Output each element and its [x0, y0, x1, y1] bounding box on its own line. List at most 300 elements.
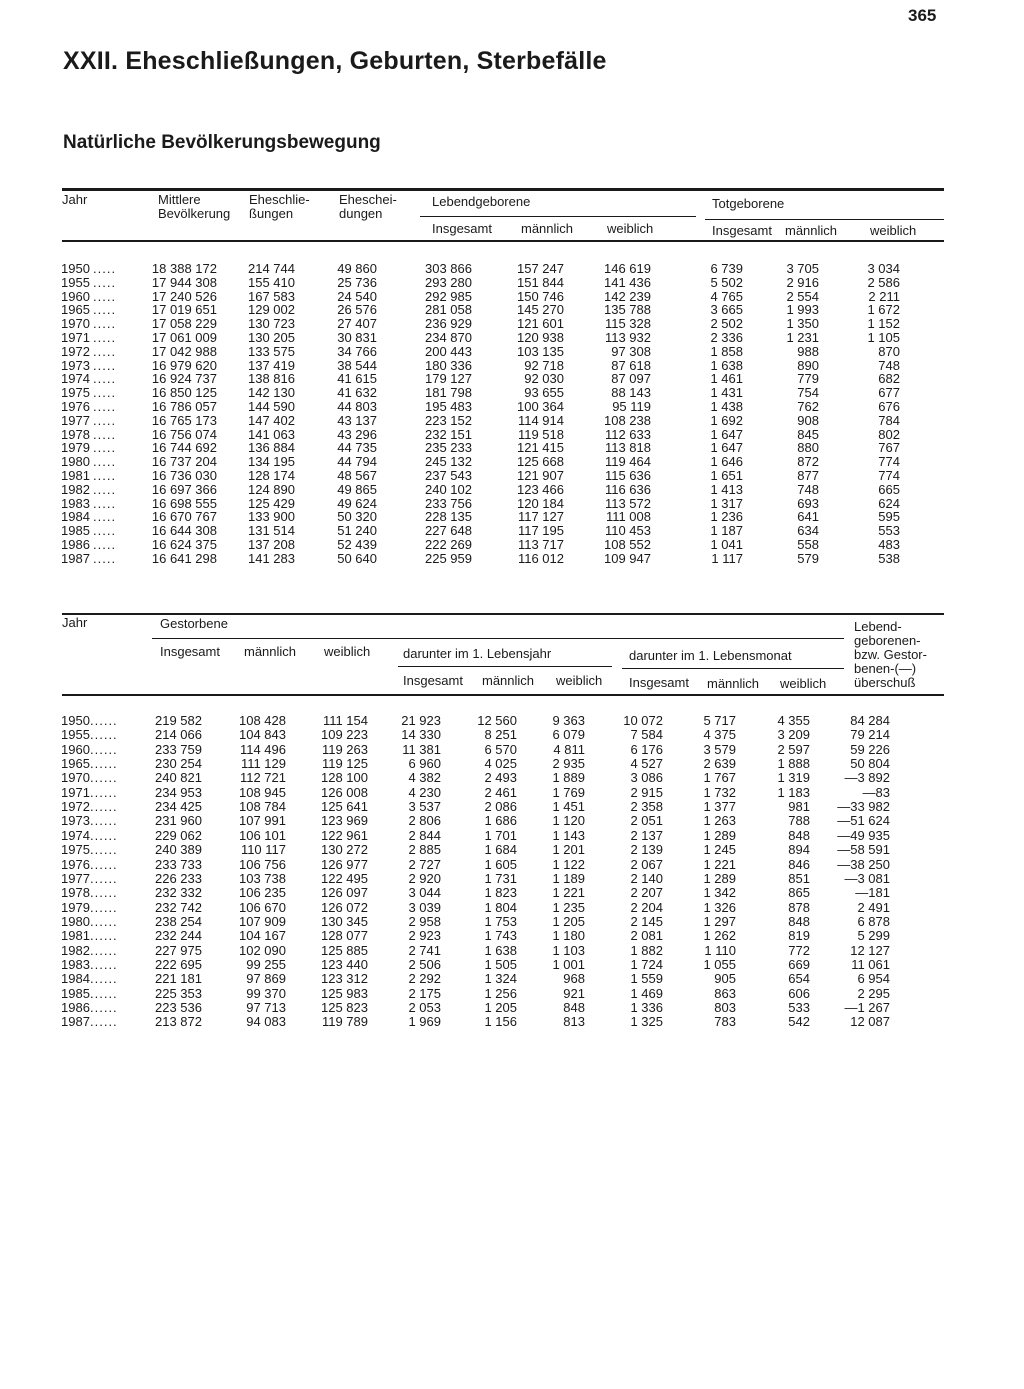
eheschliessungen-cell: 141 283	[248, 550, 295, 566]
lebend-weiblich-cell: 111 008	[605, 509, 651, 525]
year-cell: 1986	[61, 1000, 90, 1015]
lebensmonat-maennlich-cell: 3 579	[703, 741, 736, 757]
table-row	[0, 972, 1024, 986]
lebend-maennlich-cell: 121 415	[517, 440, 564, 456]
gestorbene-insgesamt-cell: 214 066	[155, 727, 202, 743]
lebend-weiblich-cell: 109 947	[604, 550, 651, 566]
lebensjahr-insgesamt-cell: 1 969	[408, 1014, 441, 1030]
chapter-title: XXII. Eheschließungen, Geburten, Sterbefälle	[63, 47, 607, 75]
eheschliessungen-cell: 131 514	[248, 523, 295, 539]
lebend-maennlich-cell: 116 012	[517, 550, 564, 566]
table-row	[0, 552, 1024, 566]
year-cell: 1983	[61, 956, 90, 972]
gestorbene-insgesamt-cell: 232 742	[155, 899, 202, 915]
lebensjahr-insgesamt-cell: 2 292	[408, 971, 441, 987]
section-title: Natürliche Bevölkerungsbewegung	[63, 132, 381, 153]
lebend-weiblich-cell: 113 932	[604, 330, 651, 345]
lebensmonat-maennlich-cell: 1 110	[704, 942, 736, 958]
tot-insgesamt-cell: 1 638	[710, 357, 743, 373]
bevoelkerung-cell: 16 644 308	[151, 523, 217, 539]
gestorbene-weiblich-cell: 111 154	[322, 713, 368, 728]
table-row	[0, 276, 1024, 290]
table1-header-totgeborene: Totgeborene	[712, 196, 785, 211]
lebensmonat-weiblich-cell: 851	[788, 870, 810, 886]
tot-insgesamt-cell: 1 646	[710, 454, 743, 470]
eheschliessungen-cell: 125 429	[248, 495, 295, 511]
lebend-weiblich-cell: 87 618	[611, 357, 651, 373]
lebensmonat-weiblich-cell: 4 355	[777, 713, 810, 728]
lebensmonat-weiblich-cell: 894	[788, 842, 810, 858]
ueberschuss-cell: 84 284	[850, 713, 890, 728]
year-cell: 1975	[61, 385, 90, 401]
lebensmonat-weiblich-cell: 1 183	[777, 784, 810, 800]
leader-dots: .....	[93, 550, 117, 566]
lebensmonat-maennlich-cell: 1 055	[703, 956, 736, 972]
lebensjahr-maennlich-cell: 1 731	[484, 870, 517, 886]
lebensjahr-maennlich-cell: 1 701	[484, 827, 517, 843]
year-cell: 1965	[61, 302, 90, 318]
leader-dots: ......	[90, 827, 118, 843]
leader-dots: .....	[93, 495, 117, 511]
year-cell: 1984	[61, 971, 90, 987]
gestorbene-weiblich-cell: 119 789	[321, 1014, 368, 1030]
lebensmonat-weiblich-cell: 669	[788, 956, 810, 972]
table1-header-rule	[62, 240, 944, 242]
gestorbene-insgesamt-cell: 219 582	[155, 713, 202, 728]
year-cell: 1974	[61, 827, 90, 843]
leader-dots: .....	[93, 509, 117, 525]
lebensjahr-weiblich-cell: 1 205	[552, 913, 585, 929]
lebend-insgesamt-cell: 236 929	[425, 316, 472, 332]
gestorbene-maennlich-cell: 106 235	[239, 885, 286, 901]
lebensmonat-maennlich-cell: 1 263	[703, 813, 736, 829]
lebensjahr-weiblich-cell: 921	[563, 985, 585, 1001]
lebensjahr-maennlich-cell: 1 638	[484, 942, 517, 958]
lebensmonat-maennlich-cell: 1 297	[703, 913, 736, 929]
lebend-insgesamt-cell: 223 152	[425, 412, 472, 428]
tot-weiblich-cell: 802	[878, 426, 900, 442]
lebensjahr-weiblich-cell: 1 221	[552, 885, 585, 901]
lebend-weiblich-cell: 108 238	[604, 412, 651, 428]
ueberschuss-cell: 2 491	[857, 899, 890, 915]
lebensmonat-insgesamt-cell: 2 067	[630, 856, 663, 872]
lebend-maennlich-cell: 114 914	[517, 412, 564, 428]
lebend-weiblich-cell: 115 328	[604, 316, 651, 332]
lebensjahr-weiblich-cell: 1 143	[552, 827, 585, 843]
lebensjahr-maennlich-cell: 1 823	[484, 885, 517, 901]
gestorbene-maennlich-cell: 104 167	[239, 928, 286, 944]
lebensmonat-insgesamt-cell: 2 051	[630, 813, 663, 829]
lebend-weiblich-cell: 119 464	[604, 454, 651, 470]
lebend-insgesamt-cell: 232 151	[425, 426, 472, 442]
gestorbene-insgesamt-cell: 231 960	[155, 813, 202, 829]
lebend-weiblich-cell: 116 636	[604, 481, 651, 497]
leader-dots: .....	[93, 454, 117, 470]
eheschliessungen-cell: 124 890	[248, 481, 295, 497]
lebensmonat-insgesamt-cell: 10 072	[623, 713, 663, 728]
leader-dots: ......	[90, 913, 118, 929]
table-row	[0, 743, 1024, 757]
ueberschuss-cell: 59 226	[850, 741, 890, 757]
lebend-insgesamt-cell: 281 058	[425, 302, 472, 318]
lebend-insgesamt-cell: 222 269	[425, 537, 472, 552]
table1-rule-tot	[705, 219, 944, 220]
eheschliessungen-cell: 130 205	[248, 330, 295, 345]
gestorbene-weiblich-cell: 123 969	[321, 813, 368, 829]
lebensmonat-insgesamt-cell: 2 358	[630, 799, 663, 815]
ueberschuss-cell: —181	[855, 885, 890, 901]
table-row	[0, 843, 1024, 857]
tot-insgesamt-cell: 1 431	[710, 385, 743, 401]
gestorbene-maennlich-cell: 97 713	[246, 1000, 286, 1015]
lebensjahr-weiblich-cell: 1 001	[552, 956, 585, 972]
bevoelkerung-cell: 17 944 308	[151, 274, 217, 290]
leader-dots: .....	[93, 412, 117, 428]
lebensjahr-maennlich-cell: 2 086	[484, 799, 517, 815]
lebensmonat-insgesamt-cell: 3 086	[630, 770, 663, 786]
gestorbene-maennlich-cell: 114 496	[239, 741, 286, 757]
lebensjahr-maennlich-cell: 1 505	[484, 956, 517, 972]
lebensjahr-weiblich-cell: 1 235	[552, 899, 585, 915]
gestorbene-maennlich-cell: 106 756	[239, 856, 286, 872]
gestorbene-weiblich-cell: 130 272	[321, 842, 368, 858]
tot-weiblich-cell: 1 152	[867, 316, 900, 332]
year-cell: 1974	[61, 371, 90, 387]
lebend-maennlich-cell: 120 184	[517, 495, 564, 511]
leader-dots: ......	[90, 770, 118, 786]
lebensjahr-maennlich-cell: 4 025	[484, 756, 517, 772]
year-cell: 1965	[61, 756, 90, 772]
lebensmonat-weiblich-cell: 981	[788, 799, 810, 815]
lebensmonat-weiblich-cell: 846	[788, 856, 810, 872]
bevoelkerung-cell: 16 624 375	[151, 537, 217, 552]
bevoelkerung-cell: 16 641 298	[151, 550, 217, 566]
tot-maennlich-cell: 693	[797, 495, 819, 511]
leader-dots: ......	[90, 784, 118, 800]
lebend-maennlich-cell: 100 364	[517, 399, 564, 414]
ehescheidungen-cell: 44 803	[337, 399, 377, 414]
lebensmonat-insgesamt-cell: 1 336	[630, 1000, 663, 1015]
tot-maennlich-cell: 2 916	[786, 274, 819, 290]
tot-maennlich-cell: 845	[797, 426, 819, 442]
table1-header-ehescheidungen: Eheschei- dungen	[339, 192, 397, 221]
lebend-weiblich-cell: 146 619	[604, 261, 651, 276]
bevoelkerung-cell: 16 744 692	[151, 440, 217, 456]
lebensmonat-maennlich-cell: 783	[714, 1014, 736, 1030]
lebend-maennlich-cell: 145 270	[517, 302, 564, 318]
ehescheidungen-cell: 41 615	[337, 371, 377, 387]
tot-insgesamt-cell: 1 438	[710, 399, 743, 414]
lebend-weiblich-cell: 135 788	[604, 302, 651, 318]
lebend-maennlich-cell: 150 746	[517, 288, 564, 304]
tot-maennlich-cell: 641	[797, 509, 819, 525]
ueberschuss-cell: —51 624	[837, 813, 890, 829]
table2-header-jahr-maennlich: männlich	[482, 673, 535, 688]
gestorbene-weiblich-cell: 119 125	[321, 756, 368, 772]
gestorbene-maennlich-cell: 107 991	[239, 813, 286, 829]
tot-weiblich-cell: 665	[878, 481, 900, 497]
table2-header-monat-maennlich: männlich	[707, 676, 760, 691]
lebend-insgesamt-cell: 180 336	[425, 357, 472, 373]
lebend-insgesamt-cell: 240 102	[425, 481, 472, 497]
leader-dots: .....	[93, 426, 117, 442]
ehescheidungen-cell: 49 860	[337, 261, 377, 276]
lebensmonat-maennlich-cell: 1 377	[703, 799, 736, 815]
eheschliessungen-cell: 128 174	[248, 468, 295, 483]
lebensmonat-maennlich-cell: 1 245	[703, 842, 736, 858]
year-cell: 1982	[61, 942, 90, 958]
lebensjahr-weiblich-cell: 1 180	[552, 928, 585, 944]
bevoelkerung-cell: 17 058 229	[151, 316, 217, 332]
ehescheidungen-cell: 51 240	[337, 523, 377, 539]
tot-insgesamt-cell: 1 647	[710, 440, 743, 456]
lebensjahr-maennlich-cell: 1 684	[484, 842, 517, 858]
lebensmonat-weiblich-cell: 1 888	[777, 756, 810, 772]
tot-maennlich-cell: 558	[797, 537, 819, 552]
eheschliessungen-cell: 138 816	[248, 371, 295, 387]
lebend-insgesamt-cell: 292 985	[425, 288, 472, 304]
tot-weiblich-cell: 3 034	[867, 261, 900, 276]
year-cell: 1975	[61, 842, 90, 858]
lebensjahr-insgesamt-cell: 2 175	[408, 985, 441, 1001]
table-row	[0, 345, 1024, 359]
lebensjahr-insgesamt-cell: 4 382	[408, 770, 441, 786]
tot-weiblich-cell: 748	[878, 357, 900, 373]
gestorbene-weiblich-cell: 109 223	[321, 727, 368, 743]
ehescheidungen-cell: 38 544	[337, 357, 377, 373]
year-cell: 1971	[61, 330, 90, 345]
tot-insgesamt-cell: 4 765	[710, 288, 743, 304]
eheschliessungen-cell: 133 900	[248, 509, 295, 525]
table1-header-jahr: Jahr	[62, 192, 88, 207]
lebensmonat-maennlich-cell: 2 639	[703, 756, 736, 772]
year-cell: 1971	[61, 784, 90, 800]
lebensmonat-weiblich-cell: 1 319	[777, 770, 810, 786]
lebensmonat-maennlich-cell: 863	[714, 985, 736, 1001]
gestorbene-insgesamt-cell: 234 425	[155, 799, 202, 815]
lebensmonat-insgesamt-cell: 1 469	[630, 985, 663, 1001]
eheschliessungen-cell: 130 723	[248, 316, 295, 332]
lebensmonat-weiblich-cell: 606	[788, 985, 810, 1001]
lebensjahr-weiblich-cell: 9 363	[552, 713, 585, 728]
gestorbene-insgesamt-cell: 229 062	[155, 827, 202, 843]
lebensmonat-maennlich-cell: 1 221	[703, 856, 736, 872]
table-row	[0, 483, 1024, 497]
table2-header-monat-weiblich: weiblich	[780, 676, 827, 691]
gestorbene-maennlich-cell: 106 101	[239, 827, 286, 843]
lebend-weiblich-cell: 95 119	[612, 399, 651, 414]
lebensjahr-maennlich-cell: 1 156	[484, 1014, 517, 1030]
leader-dots: .....	[93, 537, 117, 552]
eheschliessungen-cell: 155 410	[248, 274, 295, 290]
lebend-maennlich-cell: 120 938	[517, 330, 564, 345]
tot-weiblich-cell: 2 586	[867, 274, 900, 290]
lebend-maennlich-cell: 125 668	[517, 454, 564, 470]
tot-maennlich-cell: 754	[797, 385, 819, 401]
year-cell: 1976	[61, 399, 90, 414]
tot-maennlich-cell: 872	[797, 454, 819, 470]
tot-maennlich-cell: 779	[797, 371, 819, 387]
table-row	[0, 786, 1024, 800]
gestorbene-weiblich-cell: 126 072	[321, 899, 368, 915]
tot-maennlich-cell: 634	[797, 523, 819, 539]
leader-dots: .....	[93, 288, 117, 304]
lebensmonat-maennlich-cell: 5 717	[703, 713, 736, 728]
ueberschuss-cell: 2 295	[857, 985, 890, 1001]
bevoelkerung-cell: 16 698 555	[151, 495, 217, 511]
gestorbene-maennlich-cell: 99 370	[246, 985, 286, 1001]
table-row	[0, 262, 1024, 276]
lebend-maennlich-cell: 103 135	[517, 343, 564, 359]
gestorbene-insgesamt-cell: 232 332	[155, 885, 202, 901]
tot-insgesamt-cell: 1 858	[710, 343, 743, 359]
gestorbene-insgesamt-cell: 225 353	[155, 985, 202, 1001]
lebensmonat-insgesamt-cell: 2 204	[630, 899, 663, 915]
ehescheidungen-cell: 30 831	[337, 330, 377, 345]
tot-weiblich-cell: 595	[878, 509, 900, 525]
lebensmonat-maennlich-cell: 1 342	[703, 885, 736, 901]
lebensmonat-weiblich-cell: 2 597	[777, 741, 810, 757]
tot-weiblich-cell: 870	[878, 343, 900, 359]
gestorbene-insgesamt-cell: 227 975	[155, 942, 202, 958]
bevoelkerung-cell: 16 697 366	[151, 481, 217, 497]
ehescheidungen-cell: 43 137	[337, 412, 377, 428]
lebensjahr-maennlich-cell: 1 753	[484, 913, 517, 929]
gestorbene-weiblich-cell: 126 977	[321, 856, 368, 872]
year-cell: 1950	[61, 713, 90, 728]
table-row	[0, 958, 1024, 972]
table2-header-gestorbene: Gestorbene	[160, 616, 228, 631]
leader-dots: .....	[93, 468, 117, 483]
table-row	[0, 771, 1024, 785]
year-cell: 1984	[61, 509, 90, 525]
lebensjahr-weiblich-cell: 2 935	[552, 756, 585, 772]
year-cell: 1977	[61, 412, 90, 428]
bevoelkerung-cell: 16 924 737	[151, 371, 217, 387]
lebensmonat-weiblich-cell: 772	[788, 942, 810, 958]
lebensjahr-weiblich-cell: 1 451	[552, 799, 585, 815]
lebend-insgesamt-cell: 237 543	[425, 468, 472, 483]
ehescheidungen-cell: 26 576	[337, 302, 377, 318]
gestorbene-weiblich-cell: 125 823	[321, 1000, 368, 1015]
table-row	[0, 944, 1024, 958]
tot-insgesamt-cell: 1 461	[710, 371, 743, 387]
lebensjahr-insgesamt-cell: 2 920	[408, 870, 441, 886]
lebensjahr-insgesamt-cell: 2 923	[408, 928, 441, 944]
lebensjahr-maennlich-cell: 8 251	[484, 727, 517, 743]
ueberschuss-cell: —33 982	[837, 799, 890, 815]
table-row	[0, 414, 1024, 428]
lebensjahr-maennlich-cell: 1 804	[484, 899, 517, 915]
leader-dots: ......	[90, 1014, 118, 1030]
gestorbene-weiblich-cell: 128 077	[321, 928, 368, 944]
lebend-insgesamt-cell: 179 127	[425, 371, 472, 387]
lebensjahr-maennlich-cell: 1 743	[484, 928, 517, 944]
lebensmonat-maennlich-cell: 803	[714, 1000, 736, 1015]
lebend-insgesamt-cell: 235 233	[425, 440, 472, 456]
lebensjahr-weiblich-cell: 968	[563, 971, 585, 987]
table-row	[0, 1015, 1024, 1029]
gestorbene-insgesamt-cell: 230 254	[155, 756, 202, 772]
eheschliessungen-cell: 137 208	[248, 537, 295, 552]
tot-insgesamt-cell: 1 041	[710, 537, 743, 552]
lebensjahr-insgesamt-cell: 2 806	[408, 813, 441, 829]
year-cell: 1987	[61, 1014, 90, 1030]
tot-insgesamt-cell: 1 692	[710, 412, 743, 428]
table-row	[0, 858, 1024, 872]
lebend-weiblich-cell: 115 636	[604, 468, 651, 483]
ueberschuss-cell: —83	[862, 784, 890, 800]
lebend-insgesamt-cell: 233 756	[425, 495, 472, 511]
tot-insgesamt-cell: 1 236	[710, 509, 743, 525]
lebend-insgesamt-cell: 227 648	[425, 523, 472, 539]
lebensjahr-weiblich-cell: 1 122	[552, 856, 585, 872]
lebend-insgesamt-cell: 228 135	[425, 509, 472, 525]
lebensmonat-insgesamt-cell: 7 584	[630, 727, 663, 743]
table2-header-monat-insgesamt: Insgesamt	[629, 675, 689, 690]
table1-header-lebendgeborene: Lebendgeborene	[432, 194, 531, 209]
gestorbene-weiblich-cell: 130 345	[321, 913, 368, 929]
leader-dots: ......	[90, 870, 118, 886]
lebensjahr-weiblich-cell: 6 079	[552, 727, 585, 743]
lebensjahr-weiblich-cell: 848	[563, 1000, 585, 1015]
year-cell: 1973	[61, 813, 90, 829]
lebensmonat-weiblich-cell: 542	[788, 1014, 810, 1030]
lebensmonat-insgesamt-cell: 2 081	[630, 928, 663, 944]
table2-header-ueberschuss: Lebend- geborenen- bzw. Gestor- benen-(—) überschuß	[854, 619, 927, 690]
tot-maennlich-cell: 579	[797, 550, 819, 566]
gestorbene-insgesamt-cell: 213 872	[155, 1014, 202, 1030]
ehescheidungen-cell: 34 766	[337, 343, 377, 359]
table2-rule-lebensmonat	[622, 668, 844, 669]
eheschliessungen-cell: 214 744	[248, 261, 295, 276]
lebend-weiblich-cell: 110 453	[604, 523, 651, 539]
lebensjahr-weiblich-cell: 1 889	[552, 770, 585, 786]
tot-insgesamt-cell: 2 336	[710, 330, 743, 345]
lebend-insgesamt-cell: 234 870	[425, 330, 472, 345]
table2-top-rule	[62, 613, 944, 615]
table2-header-lebensmonat: darunter im 1. Lebensmonat	[629, 648, 792, 663]
lebensmonat-weiblich-cell: 3 209	[777, 727, 810, 743]
lebensjahr-weiblich-cell: 813	[563, 1014, 585, 1030]
lebend-maennlich-cell: 121 601	[517, 316, 564, 332]
bevoelkerung-cell: 16 756 074	[151, 426, 217, 442]
table2-header-jahr-insgesamt: Insgesamt	[403, 673, 463, 688]
tot-weiblich-cell: 774	[878, 468, 900, 483]
lebensjahr-insgesamt-cell: 2 844	[408, 827, 441, 843]
eheschliessungen-cell: 134 195	[248, 454, 295, 470]
table2-header-weiblich: weiblich	[324, 644, 371, 659]
lebend-weiblich-cell: 141 436	[604, 274, 651, 290]
ueberschuss-cell: —38 250	[837, 856, 890, 872]
gestorbene-maennlich-cell: 102 090	[239, 942, 286, 958]
lebend-insgesamt-cell: 200 443	[425, 343, 472, 359]
tot-weiblich-cell: 676	[878, 399, 900, 414]
leader-dots: .....	[93, 330, 117, 345]
year-cell: 1955	[61, 274, 90, 290]
lebensmonat-maennlich-cell: 1 767	[703, 770, 736, 786]
tot-maennlich-cell: 3 705	[786, 261, 819, 276]
gestorbene-weiblich-cell: 125 641	[321, 799, 368, 815]
lebend-maennlich-cell: 121 907	[517, 468, 564, 483]
gestorbene-maennlich-cell: 112 721	[239, 770, 286, 786]
lebend-insgesamt-cell: 195 483	[425, 399, 472, 414]
lebensmonat-maennlich-cell: 4 375	[703, 727, 736, 743]
lebensmonat-weiblich-cell: 788	[788, 813, 810, 829]
eheschliessungen-cell: 142 130	[248, 385, 295, 401]
lebensjahr-insgesamt-cell: 11 381	[402, 741, 441, 757]
lebend-weiblich-cell: 112 633	[604, 426, 651, 442]
